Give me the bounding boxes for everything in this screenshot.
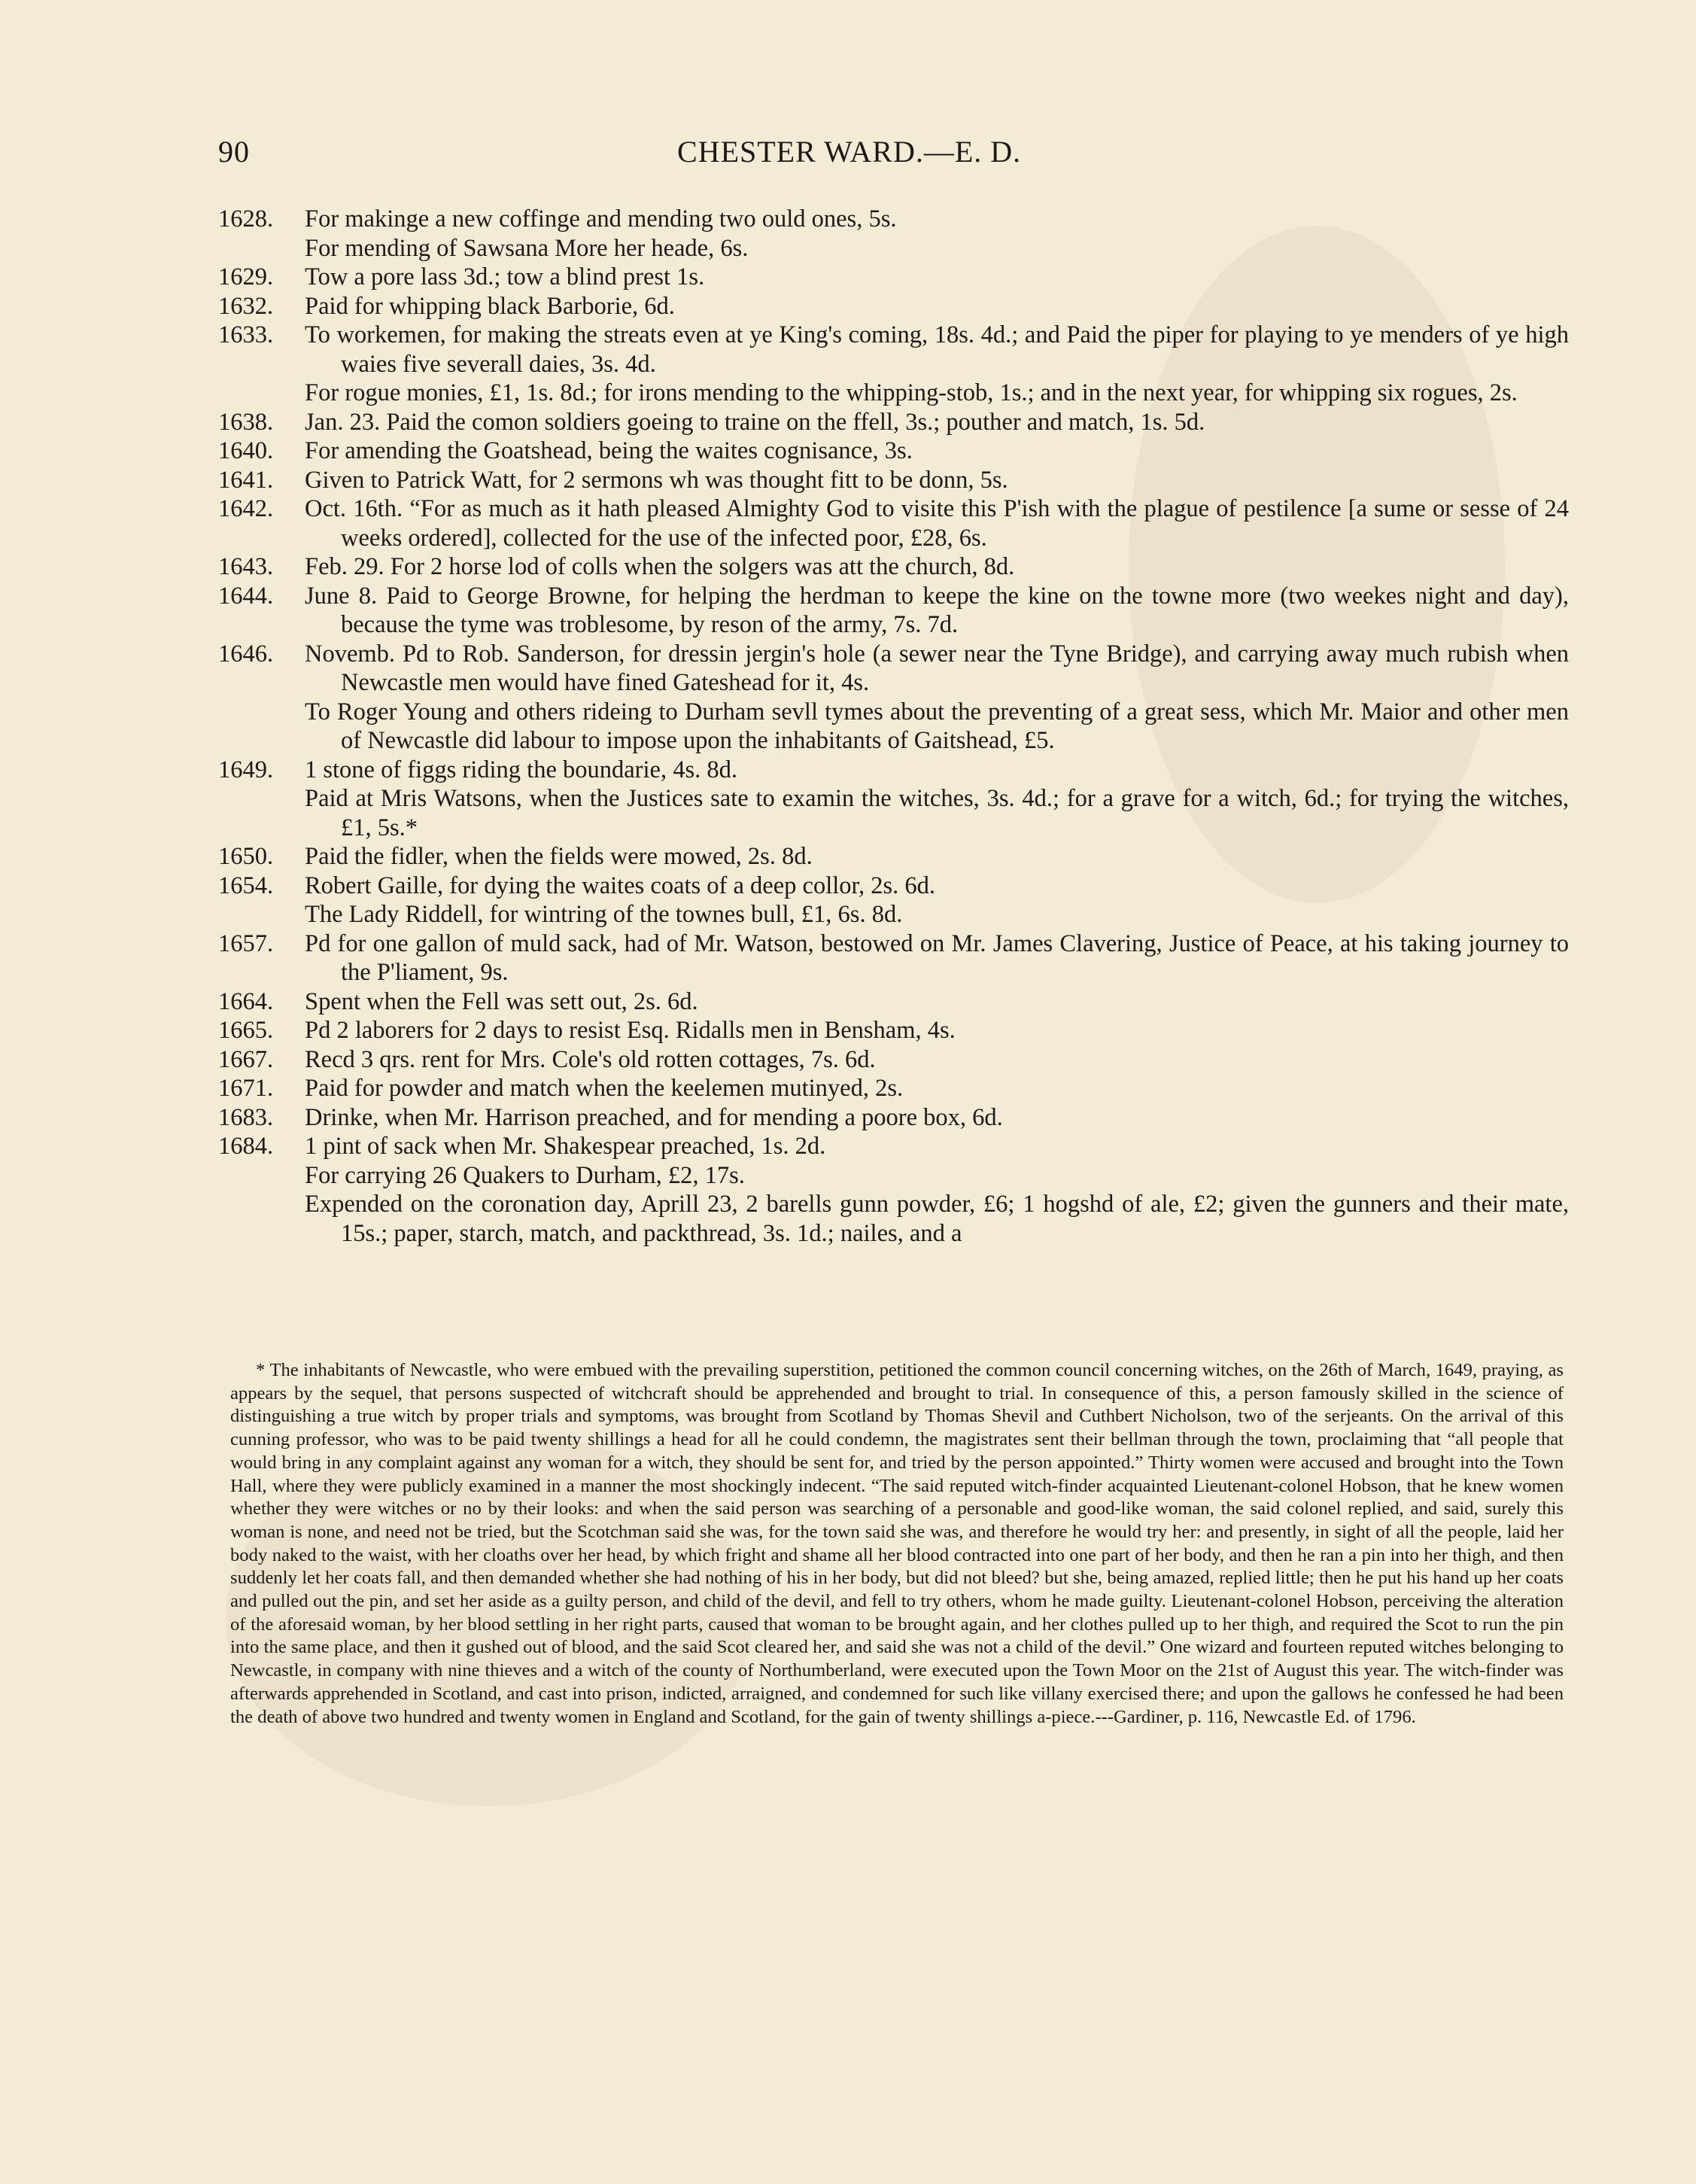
entry-year: 1628. [218, 205, 274, 233]
running-header [218, 134, 1573, 179]
entry-text: Given to Patrick Watt, for 2 sermons wh was thought fitt to be donn, 5s. [305, 466, 1008, 494]
entry-text: For mending of Sawsana More her heade, 6s. [305, 234, 749, 262]
entry-year: 1644. [218, 582, 274, 610]
account-subentry [218, 234, 1569, 263]
entry-text: For makinge a new coffinge and mending two ould ones, 5s. [305, 205, 897, 233]
entry-text: Jan. 23. Paid the comon soldiers goeing to traine on the ffell, 3s.; pouther and match, 1s. 5d. [305, 408, 1205, 436]
entry-year: 1629. [218, 263, 274, 290]
account-entry [218, 494, 1569, 552]
entry-text: Recd 3 qrs. rent for Mrs. Cole's old rotten cottages, 7s. 6d. [305, 1045, 876, 1073]
entry-year: 1640. [218, 437, 274, 464]
entry-text: June 8. Paid to George Browne, for helping the herdman to keepe the kine on the towne more (two weekes night and day), because the tyme was troblesome, by reson of the army, 7s. 7d. [305, 582, 1569, 638]
entry-text: Paid for whipping black Barborie, 6d. [305, 292, 675, 320]
entry-year: 1646. [218, 640, 274, 668]
entry-text: Pd for one gallon of muld sack, had of Mr. Watson, bestowed on Mr. James Clavering, Justice of Peace, at his taking journey to the P'liament, 9s. [305, 929, 1569, 986]
account-subentry [218, 698, 1569, 756]
account-subentry [218, 379, 1569, 408]
account-entry [218, 321, 1569, 379]
entry-text: To Roger Young and others rideing to Durham sevll tymes about the preventing of a great sess, which Mr. Maior and other men of Newcastle did labour to impose upon the inhabitants of Gaitshead, £5. [305, 698, 1569, 754]
entry-year: 1650. [218, 843, 274, 870]
entry-text: The Lady Riddell, for wintring of the townes bull, £1, 6s. 8d. [305, 901, 903, 928]
entry-year: 1665. [218, 1017, 274, 1044]
entry-text: Novemb. Pd to Rob. Sanderson, for dressin jergin's hole (a sewer near the Tyne Bridge), and carrying away much rubish when Newcastle men would have fined Gateshead for it, 4s. [305, 640, 1569, 696]
entry-text: Paid at Mris Watsons, when the Justices sate to examin the witches, 3s. 4d.; for a grave for a witch, 6d.; for trying the witches, £1, 5s.* [305, 785, 1569, 841]
account-entry [218, 436, 1569, 466]
account-subentry [218, 784, 1569, 842]
account-entry [218, 1132, 1569, 1161]
entry-text: Feb. 29. For 2 horse lod of colls when the solgers was att the church, 8d. [305, 553, 1015, 580]
account-entry [218, 1045, 1569, 1075]
entry-text: Spent when the Fell was sett out, 2s. 6d. [305, 987, 698, 1015]
account-entry [218, 640, 1569, 698]
entry-year: 1657. [218, 929, 274, 957]
entry-year: 1632. [218, 292, 274, 320]
footnote: * The inhabitants of Newcastle, who were embued with the prevailing superstition, petitioned the common council concerning witches, on the 26th of March, 1649, praying, as appears by the sequel, that persons suspected of witchcraft should be apprehended and brought to trial. In consequence of this, a person famously skilled in the science of distinguishing a true witch by proper trials and symptoms, was brought from Scotland by Thomas Shevil and Cuthbert Nicholson, two of the serjeants. On the arrival of this cunning professor, who was to be paid twenty shillings a head for all he could condemn, the magistrates sent their bellman through the town, proclaiming that “all people that would bring in any complaint against any woman for a witch, they should be sent for, and tried by the person appointed.” Thirty women were accused and brought into the Town Hall, where they were publicly examined in a manner the most shockingly indecent. “The said reputed witch-finder acquainted Lieutenant-colonel Hobson, that he knew women whether they were witches or no by their looks: and when the said person was searching of a personable and good-like woman, the said colonel replied, and said, surely this woman is none, and need not be tried, but the Scotchman said she was, for the town said she was, and therefore he would try her: and presently, in sight of all the people, laid her body naked to the waist, with her cloaths over her head, by which fright and shame all her blood contracted into one part of her body, and then he ran a pin into her thigh, and then suddenly let her coats fall, and then demanded whether she had nothing of his in her body, but did not bleed? but she, being amazed, replied little; then he put his hand up her coats and pulled out the pin, and set her aside as a guilty person, and child of the devil, and fell to try others, whom he made guilty. Lieutenant-colonel Hobson, perceiving the alteration of the aforesaid woman, by her blood settling in her right parts, caused that woman to be brought again, and her clothes pulled up to her thigh, and required the Scot to run the pin into the same place, and then it gushed out of blood, and the said Scot cleared her, and said she was not a child of the devil.” One wizard and fourteen reputed witches belonging to Newcastle, in company with nine thieves and a witch of the county of Northumberland, were executed upon the Town Moor on the 21st of August this year. The witch-finder was afterwards apprehended in Scotland, and cast into prison, indicted, arraigned, and condemned for such like villany exercised there; and upon the gallows he confessed he had been the death of above two hundred and twenty women in England and Scotland, for the gain of twenty shillings a-piece.---Gardiner, p. 116, Newcastle Ed. of 1796. [230, 1360, 1564, 1727]
entry-text: Drinke, when Mr. Harrison preached, and for mending a poore box, 6d. [305, 1103, 1003, 1131]
account-entry [218, 756, 1569, 785]
entry-text: To workemen, for making the streats even at ye King's coming, 18s. 4d.; and Paid the piper for playing to ye menders of ye high waies five severall daies, 3s. 4d. [305, 321, 1569, 378]
entry-year: 1643. [218, 553, 274, 580]
entry-year: 1671. [218, 1075, 274, 1102]
entry-year: 1638. [218, 408, 274, 436]
entry-text: Tow a pore lass 3d.; tow a blind prest 1s. [305, 263, 705, 290]
entries-list [218, 205, 1569, 1248]
entry-text: 1 pint of sack when Mr. Shakespear preached, 1s. 2d. [305, 1133, 826, 1160]
entry-year: 1684. [218, 1133, 274, 1160]
entry-year: 1649. [218, 756, 274, 783]
entry-text: For amending the Goatshead, being the waites cognisance, 3s. [305, 437, 913, 464]
entry-text: Robert Gaille, for dying the waites coats of a deep collor, 2s. 6d. [305, 871, 936, 899]
entry-text: 1 stone of figgs riding the boundarie, 4s. 8d. [305, 756, 737, 783]
account-entry [218, 1016, 1569, 1045]
entry-year: 1683. [218, 1103, 274, 1131]
account-entry [218, 1103, 1569, 1133]
entry-text: Oct. 16th. “For as much as it hath pleased Almighty God to visite this P'ish with the plague of pestilence [a sume or sesse of 24 weeks ordered], collected for the use of the infected poor, £28, 6s. [305, 495, 1569, 552]
entry-text: For carrying 26 Quakers to Durham, £2, 17s. [305, 1161, 745, 1189]
entry-text: Paid the fidler, when the fields were mowed, 2s. 8d. [305, 843, 813, 870]
entry-text: For rogue monies, £1, 1s. 8d.; for irons mending to the whipping-stob, 1s.; and in the next year, for whipping six rogues, 2s. [305, 379, 1518, 406]
page-number: 90 [218, 135, 250, 169]
account-entry [218, 292, 1569, 321]
account-entry [218, 871, 1569, 901]
account-entry [218, 466, 1569, 495]
account-entry [218, 408, 1569, 437]
entry-text: Pd 2 laborers for 2 days to resist Esq. Ridalls men in Bensham, 4s. [305, 1017, 956, 1044]
entry-year: 1641. [218, 466, 274, 494]
account-subentry [218, 900, 1569, 929]
account-entry [218, 263, 1569, 292]
entry-year: 1667. [218, 1045, 274, 1073]
account-subentry [218, 1190, 1569, 1248]
account-entry [218, 552, 1569, 582]
entry-year: 1664. [218, 987, 274, 1015]
entry-text: Expended on the coronation day, Aprill 23, 2 barells gunn powder, £6; 1 hogshd of ale, £2; given the gunners and their mate, 15s.; paper, starch, match, and packthread, 3s. 1d.; nailes, and a [305, 1191, 1569, 1247]
account-entry [218, 1074, 1569, 1103]
page-title: CHESTER WARD.—E. D. [677, 135, 1022, 169]
account-entry [218, 842, 1569, 871]
entry-year: 1654. [218, 871, 274, 899]
account-entry [218, 987, 1569, 1017]
entry-year: 1633. [218, 321, 274, 348]
account-entry [218, 205, 1569, 234]
account-entry [218, 929, 1569, 987]
account-subentry [218, 1161, 1569, 1191]
entry-year: 1642. [218, 495, 274, 522]
account-entry [218, 582, 1569, 640]
entry-text: Paid for powder and match when the keelemen mutinyed, 2s. [305, 1075, 904, 1102]
